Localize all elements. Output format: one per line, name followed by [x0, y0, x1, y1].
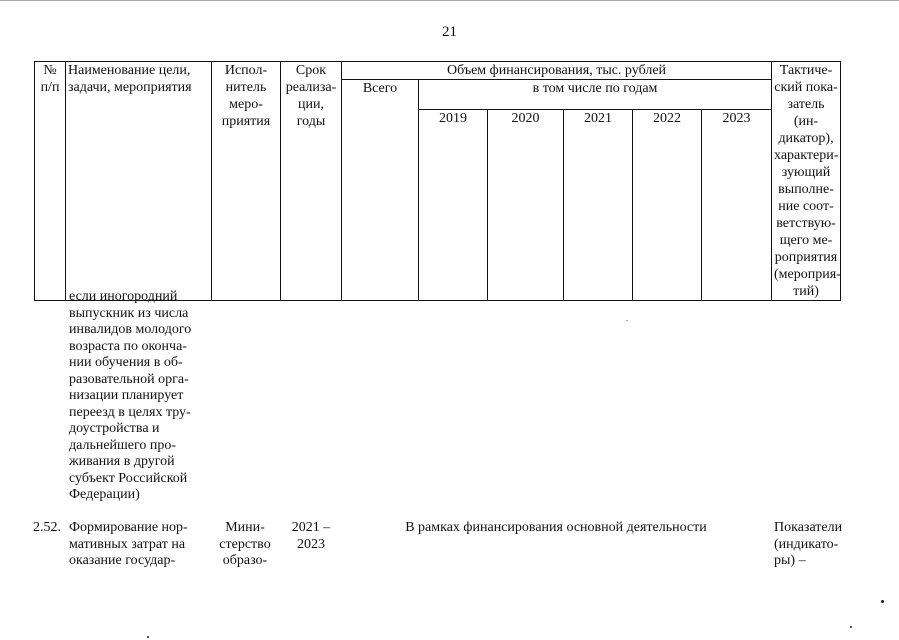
- table-header: [34, 61, 841, 301]
- text-line: живания в другой: [69, 454, 175, 469]
- row-number: 2.52.: [33, 520, 61, 535]
- row-description: Формирование нор- мативных затрат на оказание государ-: [69, 520, 188, 568]
- text-line: дальнейшего про-: [69, 437, 177, 453]
- header-col-indicator: Тактиче- ский пока- затель (ин- дикатор), характери- зующий выполне- ние соот- ветствую- щего ме- роприятия (мероприя- тий): [772, 62, 841, 301]
- text-line: разовательной орга-: [69, 371, 189, 387]
- text-line: возраста по оконча-: [69, 338, 187, 354]
- header-col-number: № п/п: [35, 62, 66, 301]
- text-line: субъект Российской: [69, 470, 188, 486]
- text-line: низации планирует: [69, 388, 184, 403]
- scan-speck: [147, 636, 149, 638]
- text-line: нии обучения в об-: [69, 355, 183, 370]
- row-indicator: Показатели (индикато- ры) –: [774, 520, 843, 568]
- header-year-2023: 2023: [702, 110, 772, 301]
- header-col-total: Всего: [342, 80, 419, 301]
- row-financing: В рамках финансирования основной деятельности: [405, 520, 707, 535]
- header-year-2022: 2022: [633, 110, 702, 301]
- header-col-name: Наименование цели, задачи, мероприятия: [66, 62, 212, 301]
- page-number: 21: [442, 24, 457, 40]
- scan-speck: [626, 320, 628, 321]
- header-year-2019: 2019: [419, 110, 488, 301]
- text-line: выпускник из числа: [69, 305, 189, 321]
- scan-edge-line: [0, 0, 899, 1]
- header-year-2021: 2021: [564, 110, 633, 301]
- header-col-term: Срок реализа- ции, годы: [281, 62, 342, 301]
- header-col-executor: Испол- нитель меро- приятия: [212, 62, 281, 301]
- text-line: переезд в целях тру-: [69, 404, 191, 420]
- text-line: инвалидов молодого: [69, 322, 192, 337]
- text-line: Федерации): [69, 487, 140, 502]
- row-executor: Мини- стерство образо-: [219, 520, 271, 568]
- continuation-description: [69, 289, 207, 504]
- header-year-2020: 2020: [488, 110, 564, 301]
- scan-speck: [881, 600, 884, 603]
- text-line: если иногородний: [69, 289, 178, 304]
- header-years-group: в том числе по годам: [419, 80, 772, 110]
- row-term: 2021 – 2023: [291, 520, 331, 552]
- text-line: доустройства и: [69, 421, 160, 436]
- header-financing-group: Объем финансирования, тыс. рублей: [342, 62, 772, 80]
- scan-speck: [850, 626, 852, 628]
